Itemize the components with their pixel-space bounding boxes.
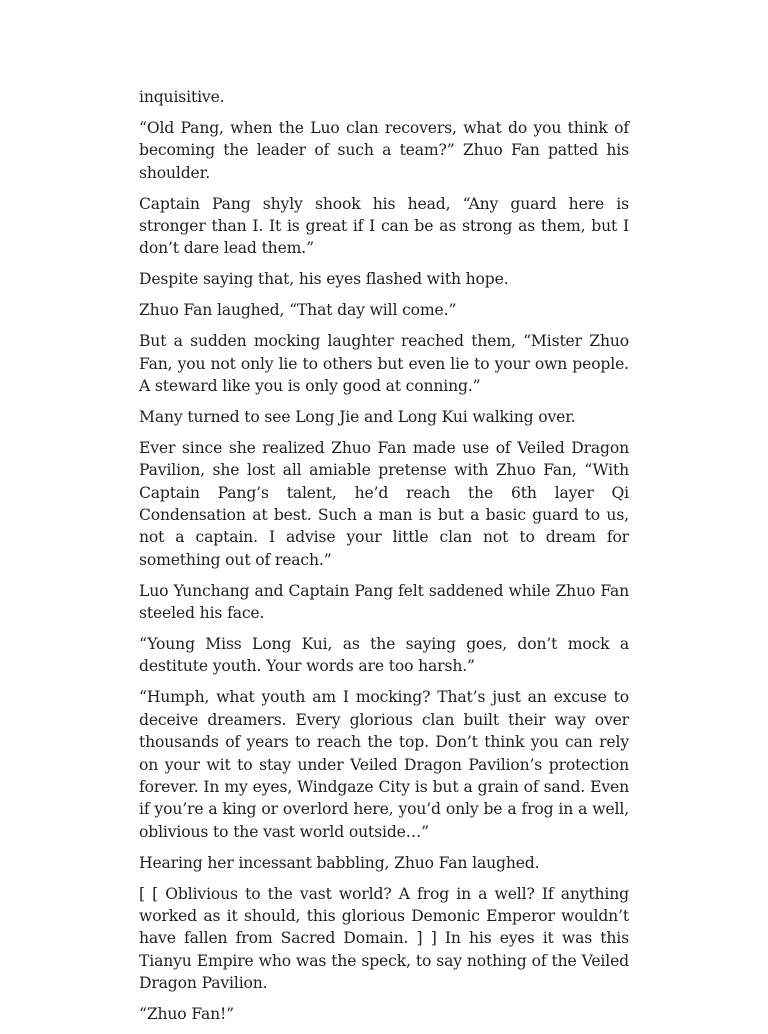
paragraph-4: Despite saying that, his eyes flashed with hope.: [139, 270, 509, 289]
paragraph-9: Luo Yunchang and Captain Pang felt saddened while Zhuo Fan steeled his face.: [139, 581, 629, 623]
paragraph-14: “Zhuo Fan!”: [139, 1005, 234, 1024]
paragraph-6: But a sudden mocking laughter reached them, “Mister Zhuo Fan, you not only lie to others but even lie to your own people. A steward like you is only good at conning.”: [139, 332, 629, 395]
paragraph-3: Captain Pang shyly shook his head, “Any guard here is stronger than I. It is great if I can be as strong as them, but I don’t dare lead them.”: [139, 194, 629, 258]
paragraph-1: inquisitive.: [139, 88, 225, 106]
paragraph-8: Ever since she realized Zhuo Fan made use of Veiled Dragon Pavilion, she lost all amiable pretense with Zhuo Fan, “With Captain Pang’s talent, he’d reach the 6th layer Qi Condensation at best. Such a man is but a basic guard to us, not a captain. I advise your little clan not to dream for something out of reach.”: [139, 438, 629, 569]
paragraph-12: Hearing her incessant babbling, Zhuo Fan laughed.: [139, 853, 540, 872]
paragraph-11: “Humph, what youth am I mocking? That’s just an excuse to deceive dreamers. Every glorious clan built their way over thousands of years to reach the top. Don’t think you can rely on your wit to stay under Veiled Dragon Pavilion’s protection forever. In my eyes, Windgaze City is but a grain of sand. Even if you’re a king or overlord here, you’d only be a frog in a well, oblivious to the vast world outside…”: [139, 688, 629, 841]
paragraph-2: “Old Pang, when the Luo clan recovers, what do you think of becoming the leader of such a team?” Zhuo Fan patted his shoulder.: [139, 118, 629, 182]
paragraph-13: [ [ Oblivious to the vast world? A frog in a well? If anything worked as it should, this glorious Demonic Emperor wouldn’t have fallen from Sacred Domain. ] ] In his eyes it was this Tianyu Empire who was the speck, to say nothing of the Veiled Dragon Pavilion.: [139, 884, 629, 993]
paragraph-5: Zhuo Fan laughed, “That day will come.”: [139, 301, 457, 320]
paragraph-7: Many turned to see Long Jie and Long Kui walking over.: [139, 407, 576, 426]
document-page: [139, 86, 629, 1034]
paragraph-10: “Young Miss Long Kui, as the saying goes, don’t mock a destitute youth. Your words are too harsh.”: [139, 635, 629, 676]
